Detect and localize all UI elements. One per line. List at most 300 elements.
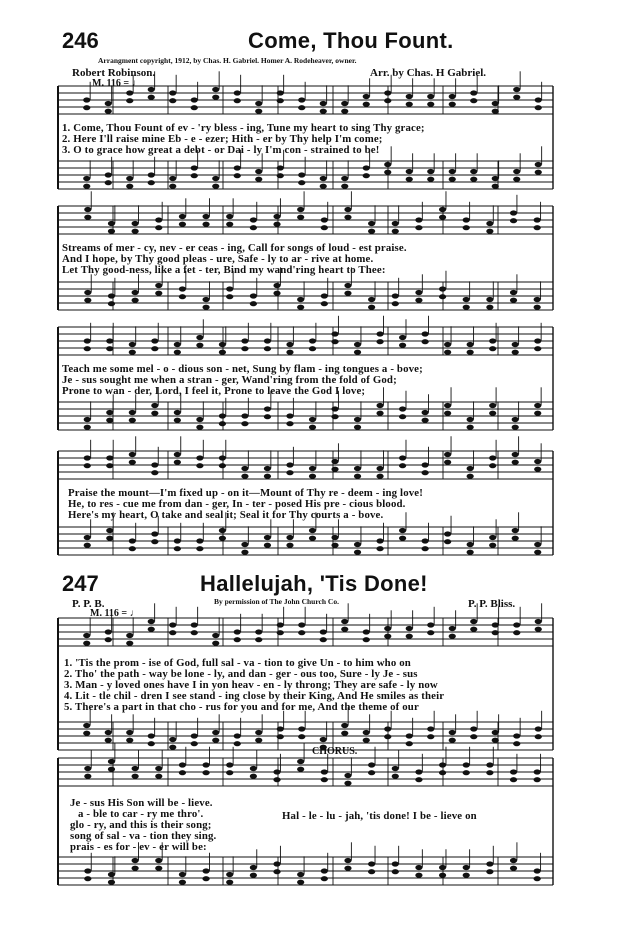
note-head — [226, 222, 233, 227]
note-head — [273, 283, 280, 288]
note-head — [392, 221, 399, 226]
note-head — [84, 298, 91, 303]
note-head — [83, 105, 90, 110]
note-head — [106, 528, 113, 533]
note-head — [399, 335, 406, 340]
note-head — [513, 741, 520, 746]
note-head — [331, 467, 338, 472]
note-head — [83, 176, 90, 181]
note-head — [297, 297, 304, 302]
note-head — [376, 331, 383, 336]
note-head — [427, 734, 434, 739]
note-head — [486, 297, 493, 302]
note-head — [169, 630, 176, 635]
note-head — [331, 459, 338, 464]
note-head — [320, 637, 327, 642]
note-head — [250, 217, 257, 222]
note-head — [510, 298, 517, 303]
note-head — [513, 630, 520, 635]
lyric-line: Let Thy good-ness, like a fet - ter, Bind my wand'ring heart to Thee: — [62, 264, 386, 276]
note-head — [148, 172, 155, 177]
note-head — [191, 165, 198, 170]
note-head — [234, 165, 241, 170]
note-head — [169, 622, 176, 627]
note-head — [151, 470, 158, 475]
lyric-line: 5. There's a part in that cho - rus for you and for me, And the theme of our — [64, 701, 419, 713]
note-head — [384, 726, 391, 731]
note-head — [363, 629, 370, 634]
note-head — [196, 546, 203, 551]
note-head — [226, 286, 233, 291]
note-head — [169, 737, 176, 742]
note-head — [354, 466, 361, 471]
note-head — [132, 766, 139, 771]
note-head — [219, 528, 226, 533]
note-head — [510, 210, 517, 215]
note-head — [415, 777, 422, 782]
note-head — [297, 215, 304, 220]
lyric-line: song of sal - va - tion they sing. — [70, 830, 217, 842]
note-head — [341, 723, 348, 728]
note-head — [534, 338, 541, 343]
note-head — [148, 180, 155, 185]
lyric-line: Teach me some mel - o - dious son - net, Sung by flam - ing tongues a - bove; — [62, 363, 423, 375]
note-head — [354, 350, 361, 355]
note-head — [250, 865, 257, 870]
note-head — [444, 342, 451, 347]
note-head — [108, 221, 115, 226]
note-head — [264, 535, 271, 540]
note-head — [510, 769, 517, 774]
note-head — [492, 738, 499, 743]
note-head — [191, 630, 198, 635]
note-head — [106, 536, 113, 541]
note-head — [151, 346, 158, 351]
note-head — [108, 229, 115, 234]
note-head — [344, 291, 351, 296]
note-head — [155, 766, 162, 771]
note-head — [191, 622, 198, 627]
note-head — [368, 305, 375, 310]
note-head — [331, 339, 338, 344]
note-head — [155, 225, 162, 230]
note-head — [321, 225, 328, 230]
note-head — [84, 425, 91, 430]
note-head — [241, 550, 248, 555]
note-head — [264, 466, 271, 471]
note-head — [470, 627, 477, 632]
note-head — [286, 342, 293, 347]
note-head — [105, 629, 112, 634]
note-head — [309, 466, 316, 471]
note-head — [470, 619, 477, 624]
note-head — [534, 297, 541, 302]
lyric-line: He, to res - cue me from dan - ger, In - ter - posed His pre - cious blood. — [68, 498, 406, 510]
note-head — [126, 98, 133, 103]
note-head — [463, 225, 470, 230]
note-head — [297, 872, 304, 877]
note-head — [212, 730, 219, 735]
note-head — [449, 169, 456, 174]
note-head — [363, 94, 370, 99]
note-head — [179, 294, 186, 299]
note-head — [241, 474, 248, 479]
note-head — [444, 403, 451, 408]
hymn-number: 247 — [62, 571, 99, 596]
note-head — [341, 176, 348, 181]
note-head — [174, 460, 181, 465]
note-head — [126, 633, 133, 638]
note-head — [406, 741, 413, 746]
note-head — [264, 406, 271, 411]
note-head — [255, 177, 262, 182]
note-head — [84, 215, 91, 220]
note-head — [535, 627, 542, 632]
note-head — [510, 290, 517, 295]
note-head — [250, 766, 257, 771]
note-head — [155, 866, 162, 871]
note-head — [264, 414, 271, 419]
note-head — [250, 774, 257, 779]
note-head — [129, 546, 136, 551]
note-head — [286, 543, 293, 548]
note-head — [250, 873, 257, 878]
note-head — [486, 221, 493, 226]
note-head — [535, 162, 542, 167]
note-head — [392, 774, 399, 779]
note-head — [384, 98, 391, 103]
note-head — [415, 865, 422, 870]
note-head — [196, 463, 203, 468]
note-head — [449, 730, 456, 735]
lyric-line: Here's my heart, O take and seal it; Seal it for Thy courts a - bove. — [68, 509, 384, 521]
note-head — [368, 297, 375, 302]
note-head — [129, 350, 136, 355]
note-head — [132, 221, 139, 226]
hymn-title: Come, Thou Fount. — [248, 28, 454, 53]
note-head — [108, 872, 115, 877]
note-head — [427, 94, 434, 99]
note-head — [286, 470, 293, 475]
hymn-title: Hallelujah, 'Tis Done! — [200, 571, 428, 596]
tempo-mark: M. 116 = ♩ — [92, 78, 142, 89]
note-head — [106, 455, 113, 460]
note-head — [321, 293, 328, 298]
note-head — [126, 641, 133, 646]
lyric-line: prais - es for - ev - er will be: — [70, 841, 207, 853]
note-head — [298, 734, 305, 739]
note-head — [309, 417, 316, 422]
note-head — [286, 535, 293, 540]
note-head — [84, 543, 91, 548]
note-head — [277, 630, 284, 635]
note-head — [534, 217, 541, 222]
note-head — [415, 290, 422, 295]
note-head — [155, 283, 162, 288]
note-head — [273, 222, 280, 227]
note-head — [384, 170, 391, 175]
note-head — [126, 738, 133, 743]
note-head — [219, 413, 226, 418]
note-head — [368, 861, 375, 866]
note-head — [320, 176, 327, 181]
note-head — [196, 455, 203, 460]
note-head — [467, 474, 474, 479]
note-head — [534, 876, 541, 881]
note-head — [534, 769, 541, 774]
note-head — [392, 766, 399, 771]
note-head — [84, 868, 91, 873]
note-head — [422, 546, 429, 551]
lyric-line: a - ble to car - ry me thro'. — [78, 808, 204, 820]
note-head — [534, 550, 541, 555]
note-head — [151, 539, 158, 544]
note-head — [226, 872, 233, 877]
note-head — [108, 301, 115, 306]
note-head — [427, 102, 434, 107]
note-head — [439, 286, 446, 291]
note-head — [376, 411, 383, 416]
note-head — [148, 627, 155, 632]
note-head — [535, 105, 542, 110]
note-head — [297, 767, 304, 772]
note-head — [277, 734, 284, 739]
note-head — [212, 95, 219, 100]
note-head — [191, 733, 198, 738]
lyric-line: 2. Tho' the path - way be lone - ly, and dan - ger - ous too, Sure - ly Je - sus — [64, 668, 418, 680]
note-head — [321, 769, 328, 774]
note-head — [368, 762, 375, 767]
note-head — [341, 731, 348, 736]
note-head — [155, 291, 162, 296]
note-head — [331, 331, 338, 336]
note-head — [264, 474, 271, 479]
note-head — [341, 101, 348, 106]
note-head — [174, 538, 181, 543]
note-head — [241, 413, 248, 418]
note-head — [368, 221, 375, 226]
note-head — [422, 410, 429, 415]
lyric-line: glo - ry, and this is their song; — [70, 819, 212, 831]
note-head — [155, 858, 162, 863]
note-head — [534, 459, 541, 464]
note-head — [384, 626, 391, 631]
note-head — [83, 641, 90, 646]
note-head — [427, 177, 434, 182]
note-head — [444, 531, 451, 536]
note-head — [105, 180, 112, 185]
note-head — [427, 169, 434, 174]
note-head — [513, 177, 520, 182]
note-head — [298, 172, 305, 177]
note-head — [427, 726, 434, 731]
note-head — [534, 542, 541, 547]
note-head — [376, 546, 383, 551]
note-head — [512, 417, 519, 422]
note-head — [321, 301, 328, 306]
note-head — [126, 90, 133, 95]
note-head — [489, 403, 496, 408]
note-head — [148, 619, 155, 624]
note-head — [84, 290, 91, 295]
note-head — [415, 769, 422, 774]
note-head — [321, 876, 328, 881]
note-head — [226, 214, 233, 219]
note-head — [439, 294, 446, 299]
note-head — [286, 350, 293, 355]
note-head — [191, 97, 198, 102]
note-head — [196, 417, 203, 422]
note-head — [513, 95, 520, 100]
note-head — [202, 770, 209, 775]
note-head — [105, 101, 112, 106]
hymn-number: 246 — [62, 28, 99, 53]
chorus-lyric: Hal - le - lu - jah, 'tis done! I be - lieve on — [282, 810, 477, 822]
note-head — [376, 474, 383, 479]
note-head — [492, 184, 499, 189]
note-head — [344, 283, 351, 288]
note-head — [363, 637, 370, 642]
note-head — [219, 463, 226, 468]
note-head — [486, 869, 493, 874]
note-head — [467, 417, 474, 422]
note-head — [384, 90, 391, 95]
note-head — [108, 880, 115, 885]
note-head — [444, 460, 451, 465]
note-head — [399, 536, 406, 541]
note-head — [174, 342, 181, 347]
note-head — [415, 298, 422, 303]
note-head — [444, 411, 451, 416]
note-head — [439, 770, 446, 775]
note-head — [534, 225, 541, 230]
lyric-line: Streams of mer - cy, nev - er ceas - ing, Call for songs of loud - est praise. — [62, 242, 407, 254]
note-head — [241, 466, 248, 471]
note-head — [463, 873, 470, 878]
note-head — [241, 542, 248, 547]
note-head — [196, 425, 203, 430]
note-head — [510, 858, 517, 863]
note-head — [470, 169, 477, 174]
note-head — [174, 546, 181, 551]
note-head — [132, 229, 139, 234]
note-head — [191, 741, 198, 746]
note-head — [344, 773, 351, 778]
note-head — [384, 162, 391, 167]
note-head — [406, 102, 413, 107]
note-head — [84, 417, 91, 422]
note-head — [512, 452, 519, 457]
note-head — [422, 470, 429, 475]
note-head — [489, 346, 496, 351]
author-credit: Robert Robinson. — [72, 67, 156, 79]
note-head — [492, 630, 499, 635]
note-head — [467, 350, 474, 355]
note-head — [129, 342, 136, 347]
note-head — [169, 184, 176, 189]
note-head — [309, 425, 316, 430]
note-head — [463, 297, 470, 302]
note-head — [212, 633, 219, 638]
note-head — [191, 105, 198, 110]
note-head — [368, 770, 375, 775]
note-head — [513, 622, 520, 627]
note-head — [534, 305, 541, 310]
note-head — [108, 293, 115, 298]
note-head — [309, 346, 316, 351]
note-head — [129, 418, 136, 423]
note-head — [132, 774, 139, 779]
note-head — [406, 177, 413, 182]
lyric-line: Praise the mount—I'm fixed up - on it—Mount of Thy re - deem - ing love! — [68, 487, 423, 499]
note-head — [492, 622, 499, 627]
note-head — [439, 207, 446, 212]
note-head — [105, 172, 112, 177]
note-head — [467, 342, 474, 347]
note-head — [392, 869, 399, 874]
note-head — [273, 214, 280, 219]
note-head — [512, 528, 519, 533]
note-head — [363, 173, 370, 178]
note-head — [255, 101, 262, 106]
note-head — [486, 770, 493, 775]
chorus-label: CHORUS. — [312, 746, 358, 757]
note-head — [191, 173, 198, 178]
note-head — [202, 762, 209, 767]
note-head — [486, 305, 493, 310]
note-head — [354, 542, 361, 547]
note-head — [196, 538, 203, 543]
note-head — [399, 343, 406, 348]
note-head — [406, 626, 413, 631]
note-head — [84, 207, 91, 212]
note-head — [297, 759, 304, 764]
note-head — [151, 411, 158, 416]
note-head — [84, 338, 91, 343]
note-head — [255, 730, 262, 735]
note-head — [486, 762, 493, 767]
note-head — [212, 87, 219, 92]
note-head — [273, 769, 280, 774]
note-head — [277, 726, 284, 731]
note-head — [105, 637, 112, 642]
note-head — [106, 346, 113, 351]
note-head — [449, 738, 456, 743]
note-head — [277, 622, 284, 627]
note-head — [273, 777, 280, 782]
note-head — [219, 421, 226, 426]
note-head — [392, 861, 399, 866]
note-head — [174, 350, 181, 355]
note-head — [132, 298, 139, 303]
note-head — [463, 865, 470, 870]
note-head — [179, 770, 186, 775]
note-head — [132, 290, 139, 295]
note-head — [320, 629, 327, 634]
permission-note: By permission of The John Church Co. — [214, 597, 339, 606]
note-head — [368, 869, 375, 874]
note-head — [422, 331, 429, 336]
note-head — [510, 777, 517, 782]
note-head — [309, 338, 316, 343]
note-head — [169, 745, 176, 750]
note-head — [83, 633, 90, 638]
note-head — [298, 726, 305, 731]
arranger-credit: Arr. by Chas. H Gabriel. — [370, 67, 487, 79]
lyric-line: Je - sus sought me when a stran - ger, Wand'ring from the fold of God; — [62, 374, 397, 386]
note-head — [444, 452, 451, 457]
note-head — [219, 342, 226, 347]
